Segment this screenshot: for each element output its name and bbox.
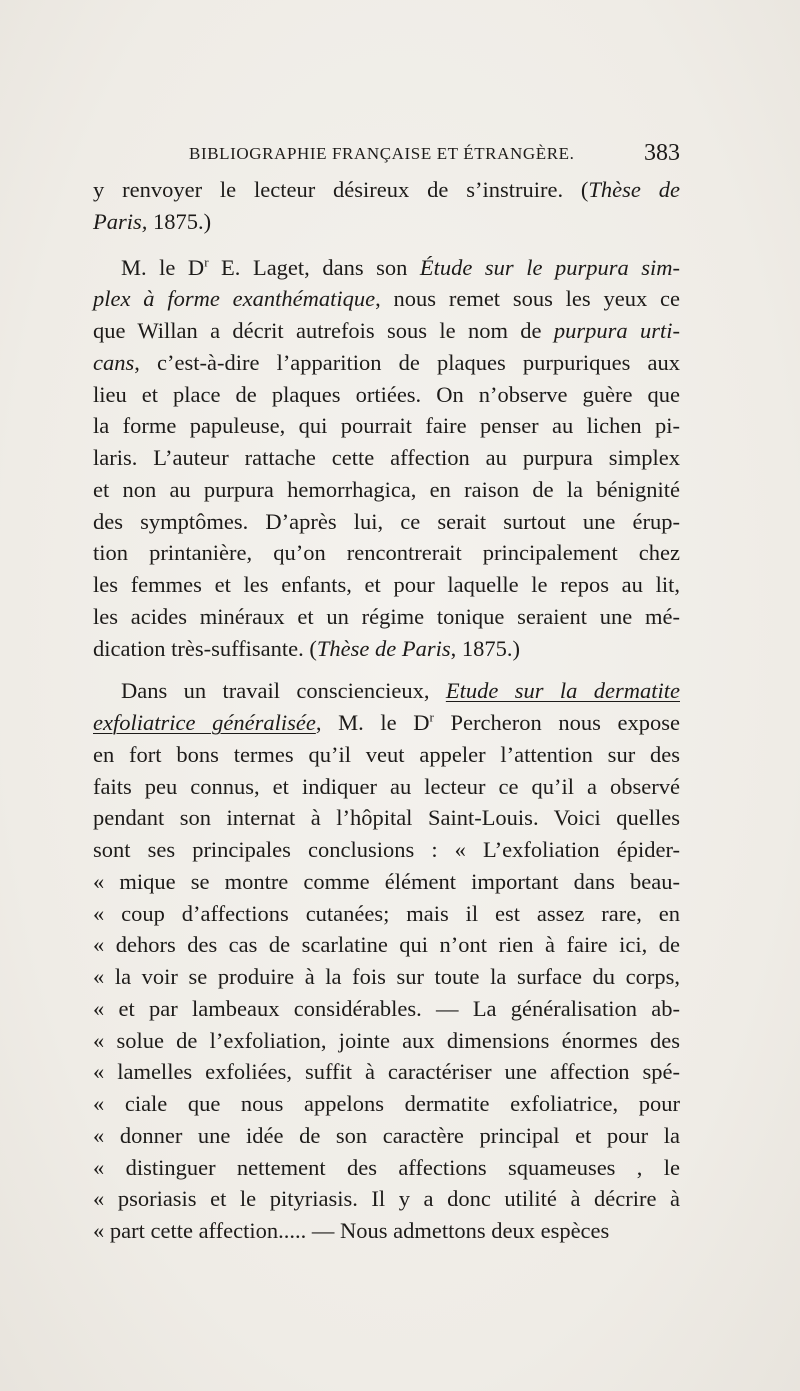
text-line [93,961,680,993]
text-line [93,347,680,379]
text-line [93,601,680,633]
text-line [93,315,680,347]
text-line [93,379,680,411]
text-run: que Willan a décrit autrefois sous le nom de [93,318,554,343]
text-line [93,866,680,898]
text-line [93,1056,680,1088]
text-line [93,1025,680,1057]
text-line [93,569,680,601]
text-line [93,802,680,834]
text-line [93,537,680,569]
paragraph [93,675,680,1247]
italic-text: Thèse de [588,177,680,202]
italic-text: cans [93,349,135,375]
text-run: « psoriasis et le pityriasis. Il y a donc utilité à décrire à [93,1186,680,1212]
italic-text: Paris, [93,208,148,234]
superscript: r [204,254,209,269]
text-run: la forme papuleuse, qui pourrait faire penser au lichen pi- [93,413,680,439]
text-run: , c’est-à-dire l’apparition de plaques purpuriques aux [134,349,680,375]
text-run: les femmes et les enfants, et pour laquelle le repos au lit, [93,572,680,597]
text-line [93,283,680,315]
text-run: « distinguer nettement des affections squameuses , le [93,1154,680,1180]
superscript: r [429,709,434,725]
text-run: , M. le D [315,710,430,735]
running-title: BIBLIOGRAPHIE FRANÇAISE ET ÉTRANGÈRE. [189,144,575,163]
text-line [93,929,680,961]
text-run: sont ses principales conclusions : « L’exfoliation épider- [93,837,680,862]
text-line [93,707,680,739]
text-line [93,174,680,206]
text-run: laris. L’auteur rattache cette affection au purpura simplex [93,445,680,470]
text-line [93,252,680,284]
text-line [93,1215,680,1247]
italic-text: purpura urti- [553,318,680,343]
paragraph [93,252,680,665]
paragraph-gap [93,238,680,252]
text-run: des symptômes. D’après lui, ce serait surtout une érup- [93,508,680,534]
text-run: « coup d’affections cutanées; mais il est assez rare, en [93,900,680,926]
text-run: tion printanière, qu’on rencontrerait principalement chez [93,540,680,566]
text-run: « solue de l’exfoliation, jointe aux dimensions énormes des [93,1027,680,1053]
text-run: en fort bons termes qu’il veut appeler l’attention sur des [93,741,680,767]
text-run: « et par lambeaux considérables. — La généralisation ab- [93,995,680,1021]
text-line [93,1088,680,1120]
text-line [93,1152,680,1184]
text-line [93,442,680,474]
text-line [93,993,680,1025]
text-run: « donner une idée de son caractère principal et pour la [93,1122,680,1148]
text-run: « part cette affection..... — Nous admettons deux espèces [93,1218,610,1243]
text-line [93,1120,680,1152]
text-run: pendant son internat à l’hôpital Saint-Louis. Voici quelles [93,805,680,831]
text-run: et non au purpura hemorrhagica, en raison de la bénignité [93,476,680,502]
italic-text: Etude sur la dermatite [445,678,680,704]
paragraph [93,174,680,238]
text-line [93,675,680,707]
text-line [93,898,680,930]
text-line [93,410,680,442]
text-run: « ciale que nous appelons dermatite exfoliatrice, pour [93,1091,680,1116]
italic-text: Étude sur le purpura sim- [419,254,680,280]
text-line [93,506,680,538]
text-line [93,771,680,803]
text-run: lieu et place de plaques ortiées. On n’observe guère que [93,381,680,407]
italic-text: exfoliatrice généralisée [93,710,316,735]
text-line [93,739,680,771]
text-run: faits peu connus, et indiquer au lecteur ce qu’il a observé [93,773,680,799]
paragraph-gap [93,664,680,675]
text-run: 1875.) [147,208,212,234]
page-number: 383 [644,140,680,166]
text-run: « mique se montre comme élément important dans beau- [93,868,680,894]
text-run: Dans un travail consciencieux, [121,678,446,704]
text-run: , nous remet sous les yeux ce [375,286,680,312]
text-run: « lamelles exfoliées, suffit à caractériser une affection spé- [93,1059,680,1085]
text-line [93,206,680,238]
running-header [93,140,680,170]
text-run: dication très-suffisante. ( [93,635,317,661]
text-run: , 1875.) [450,635,521,661]
text-line [93,1183,680,1215]
text-line [93,834,680,866]
text-run: « la voir se produire à la fois sur toute la surface du corps, [93,964,680,989]
text-line [93,474,680,506]
italic-text: Thèse de Paris [316,635,451,661]
italic-text: plex à forme exanthématique [93,286,376,312]
text-run: E. Laget, dans son [208,254,420,280]
text-run: y renvoyer le lecteur désireux de s’instruire. ( [93,177,589,202]
text-line [93,633,680,665]
body-text [93,174,680,1247]
text-run: les acides minéraux et un régime tonique seraient une mé- [93,603,680,629]
text-run: Percheron nous expose [433,710,680,735]
text-run: « dehors des cas de scarlatine qui n’ont rien à faire ici, de [93,932,680,958]
text-run: M. le D [121,254,205,280]
